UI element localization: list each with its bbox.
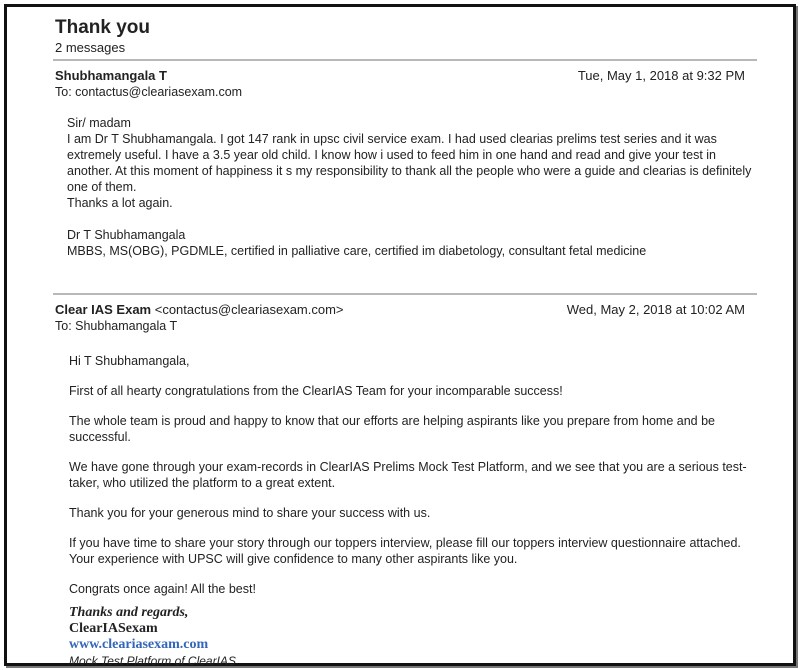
message-divider xyxy=(53,59,757,61)
message-count: 2 messages xyxy=(55,40,126,55)
website-link[interactable]: www.cleariasexam.com xyxy=(69,637,209,652)
body-paragraph: If you have time to share your story through our toppers interview, please fill our toppers interview questionnaire attached. Your experience with UPSC will give confidence to many other aspirants like you. xyxy=(69,536,741,566)
message-date: Wed, May 2, 2018 at 10:02 AM xyxy=(566,302,745,317)
body-paragraph: Thank you for your generous mind to share your success with us. xyxy=(69,506,431,520)
body-spacer xyxy=(67,211,757,227)
message-body xyxy=(69,353,749,611)
signature-thanks: Thanks and regards, xyxy=(69,605,189,620)
signature-credentials: MBBS, MS(OBG), PGDMLE, certified in palliative care, certified im diabetology, consultant fetal medicine xyxy=(67,244,647,258)
message-body xyxy=(67,115,757,259)
sender-name[interactable] xyxy=(55,302,344,317)
sender-name[interactable]: Shubhamangala T xyxy=(55,68,167,83)
greeting: Hi T Shubhamangala, xyxy=(69,354,190,368)
message-divider xyxy=(53,293,757,295)
thread-subject: Thank you xyxy=(55,17,151,38)
body-paragraph: First of all hearty congratulations from the ClearIAS Team for your incomparable success! xyxy=(69,384,563,398)
recipient-line: To: Shubhamangala T xyxy=(55,319,178,333)
body-paragraph: Congrats once again! All the best! xyxy=(69,582,256,596)
signature-company: ClearIASexam xyxy=(69,621,158,636)
recipient-line: To: contactus@cleariasexam.com xyxy=(55,85,243,99)
body-paragraph: I am Dr T Shubhamangala. I got 147 rank in upsc civil service exam. I had used clearias prelims test series and it was extremely useful. I have a 3.5 year old child. I know how i used to feed him in one hand and read and give your test in another. At this moment of happiness it s my responsibility to thank all the people who were a guide and clearias is definitely one of them. xyxy=(67,132,752,194)
signature-website-link[interactable] xyxy=(69,637,236,653)
signature-tagline: Mock Test Platform of ClearIAS xyxy=(69,654,236,668)
email-signature xyxy=(69,605,236,669)
message-date: Tue, May 1, 2018 at 9:32 PM xyxy=(577,68,745,83)
signature-name: Dr T Shubhamangala xyxy=(67,228,186,242)
email-thread-frame xyxy=(4,4,796,666)
body-paragraph: We have gone through your exam-records in ClearIAS Prelims Mock Test Platform, and we see that you are a serious test-taker, who utilized the platform to a great extent. xyxy=(69,460,747,490)
body-line: Sir/ madam xyxy=(67,116,131,130)
body-line: Thanks a lot again. xyxy=(67,196,173,210)
sender-display-name: Clear IAS Exam xyxy=(55,302,152,317)
body-paragraph: The whole team is proud and happy to know that our efforts are helping aspirants like you prepare from home and be successful. xyxy=(69,414,715,444)
sender-email: <contactus@cleariasexam.com> xyxy=(154,302,344,317)
